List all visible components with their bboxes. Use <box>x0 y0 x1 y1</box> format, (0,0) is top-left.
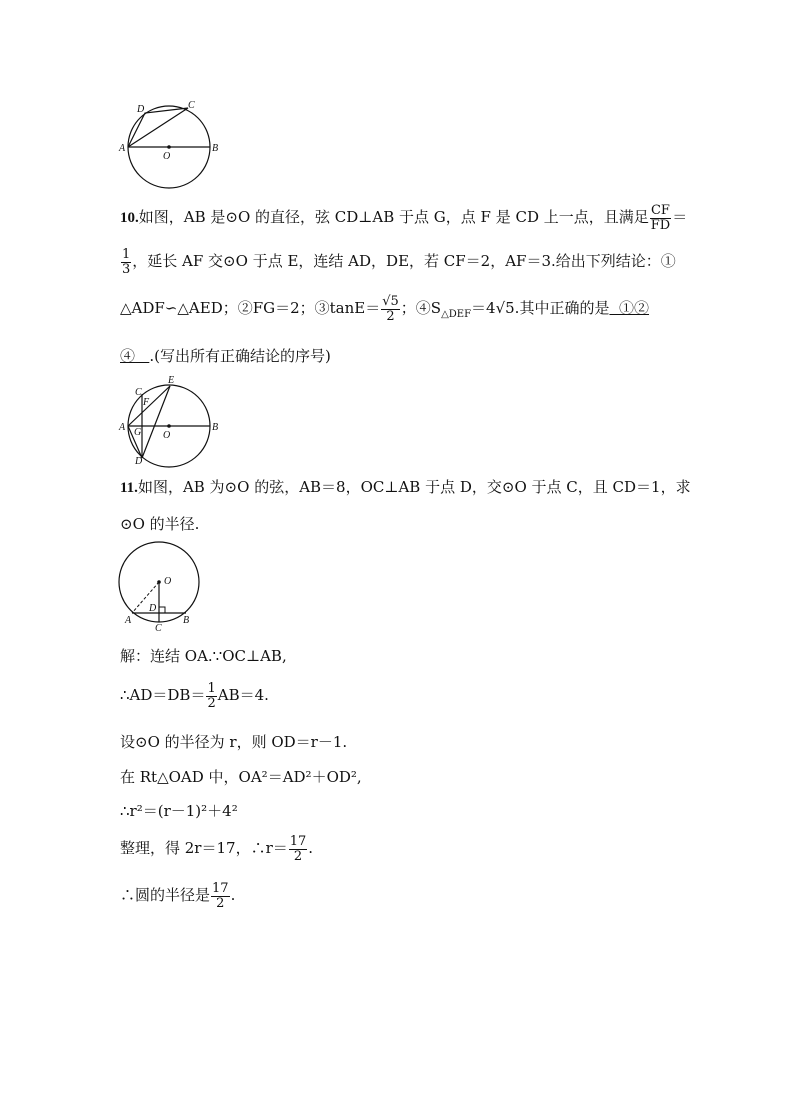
label-D: D <box>149 603 157 614</box>
q11-line2: ⊙O 的半径. <box>120 515 200 533</box>
label-A: A <box>119 143 126 154</box>
frac-17-2-b: $\frac{17}{2}$ <box>212 881 229 911</box>
label-D: D <box>137 104 145 115</box>
label-B: B <box>212 143 219 154</box>
label-F: F <box>143 397 150 408</box>
answer-blank-2: ④ <box>120 347 136 365</box>
q10-line2: $\frac{1}{3}$ ，延长 AF 交⊙O 于点 E，连结 AD，DE，若 CF＝2，AF＝3.给出下列结论：① <box>122 247 676 277</box>
label-C: C <box>188 100 195 111</box>
label-E: E <box>168 375 175 386</box>
label-C: C <box>135 387 142 398</box>
label-O: O <box>164 576 172 587</box>
frac-cf-fd: $\frac{CF}{FD}$ <box>650 203 671 233</box>
label-A: A <box>119 422 126 433</box>
label-B: B <box>212 422 219 433</box>
solution-line-7: ∴圆的半径是 $\frac{17}{2}$ . <box>120 881 236 911</box>
frac-17-2-a: $\frac{17}{2}$ <box>289 834 307 864</box>
frac-half: $\frac{1}{2}$ <box>207 681 216 711</box>
figure-circle-2 <box>115 372 225 468</box>
solution-line-3: 设⊙O 的半径为 r，则 OD＝r－1. <box>120 733 348 751</box>
label-O: O <box>163 151 171 162</box>
label-B: B <box>183 615 190 626</box>
solution-line-6: 整理，得 2r＝17，∴r＝ $\frac{17}{2}$ . <box>120 834 314 864</box>
label-C: C <box>155 623 162 632</box>
frac-sqrt5-2: $\frac{√5}{2}$ <box>382 294 399 324</box>
solution-line-1: 解：连结 OA.∵OC⊥AB, <box>120 647 287 665</box>
frac-one-third: $\frac{1}{3}$ <box>122 247 131 277</box>
figure-circle-3 <box>115 540 205 632</box>
label-A: A <box>125 615 132 626</box>
q10-number: 10. <box>120 210 139 227</box>
label-O: O <box>163 430 171 441</box>
q10-line1: 10.如图，AB 是⊙O 的直径，弦 CD⊥AB 于点 G，点 F 是 CD 上一点，且满足 $\frac{CF}{FD}$ ＝ <box>120 203 688 233</box>
q11-number: 11. <box>120 480 138 496</box>
q10-line4: ④ .(写出所有正确结论的序号) <box>120 347 331 365</box>
solution-line-5: ∴r²＝(r－1)²＋4² <box>120 802 238 820</box>
label-D: D <box>135 456 143 467</box>
answer-blank-1: ①② <box>619 299 650 318</box>
solution-line-4: 在 Rt△OAD 中，OA²＝AD²＋OD², <box>120 768 362 786</box>
label-G: G <box>134 427 142 438</box>
q11-line1: 11.如图，AB 为⊙O 的弦，AB＝8，OC⊥AB 于点 D，交⊙O 于点 C，且 CD＝1，求 <box>120 478 691 496</box>
figure-circle-1 <box>115 98 225 190</box>
q10-line3: △ADF∽△AED；②FG＝2；③tanE＝ $\frac{√5}{2}$ ；$④S_{\triangle DEF}=4√5$.其中正确的是 ①② <box>120 294 650 324</box>
solution-line-2: ∴AD＝DB＝ $\frac{1}{2}$ AB＝4. <box>120 681 269 711</box>
